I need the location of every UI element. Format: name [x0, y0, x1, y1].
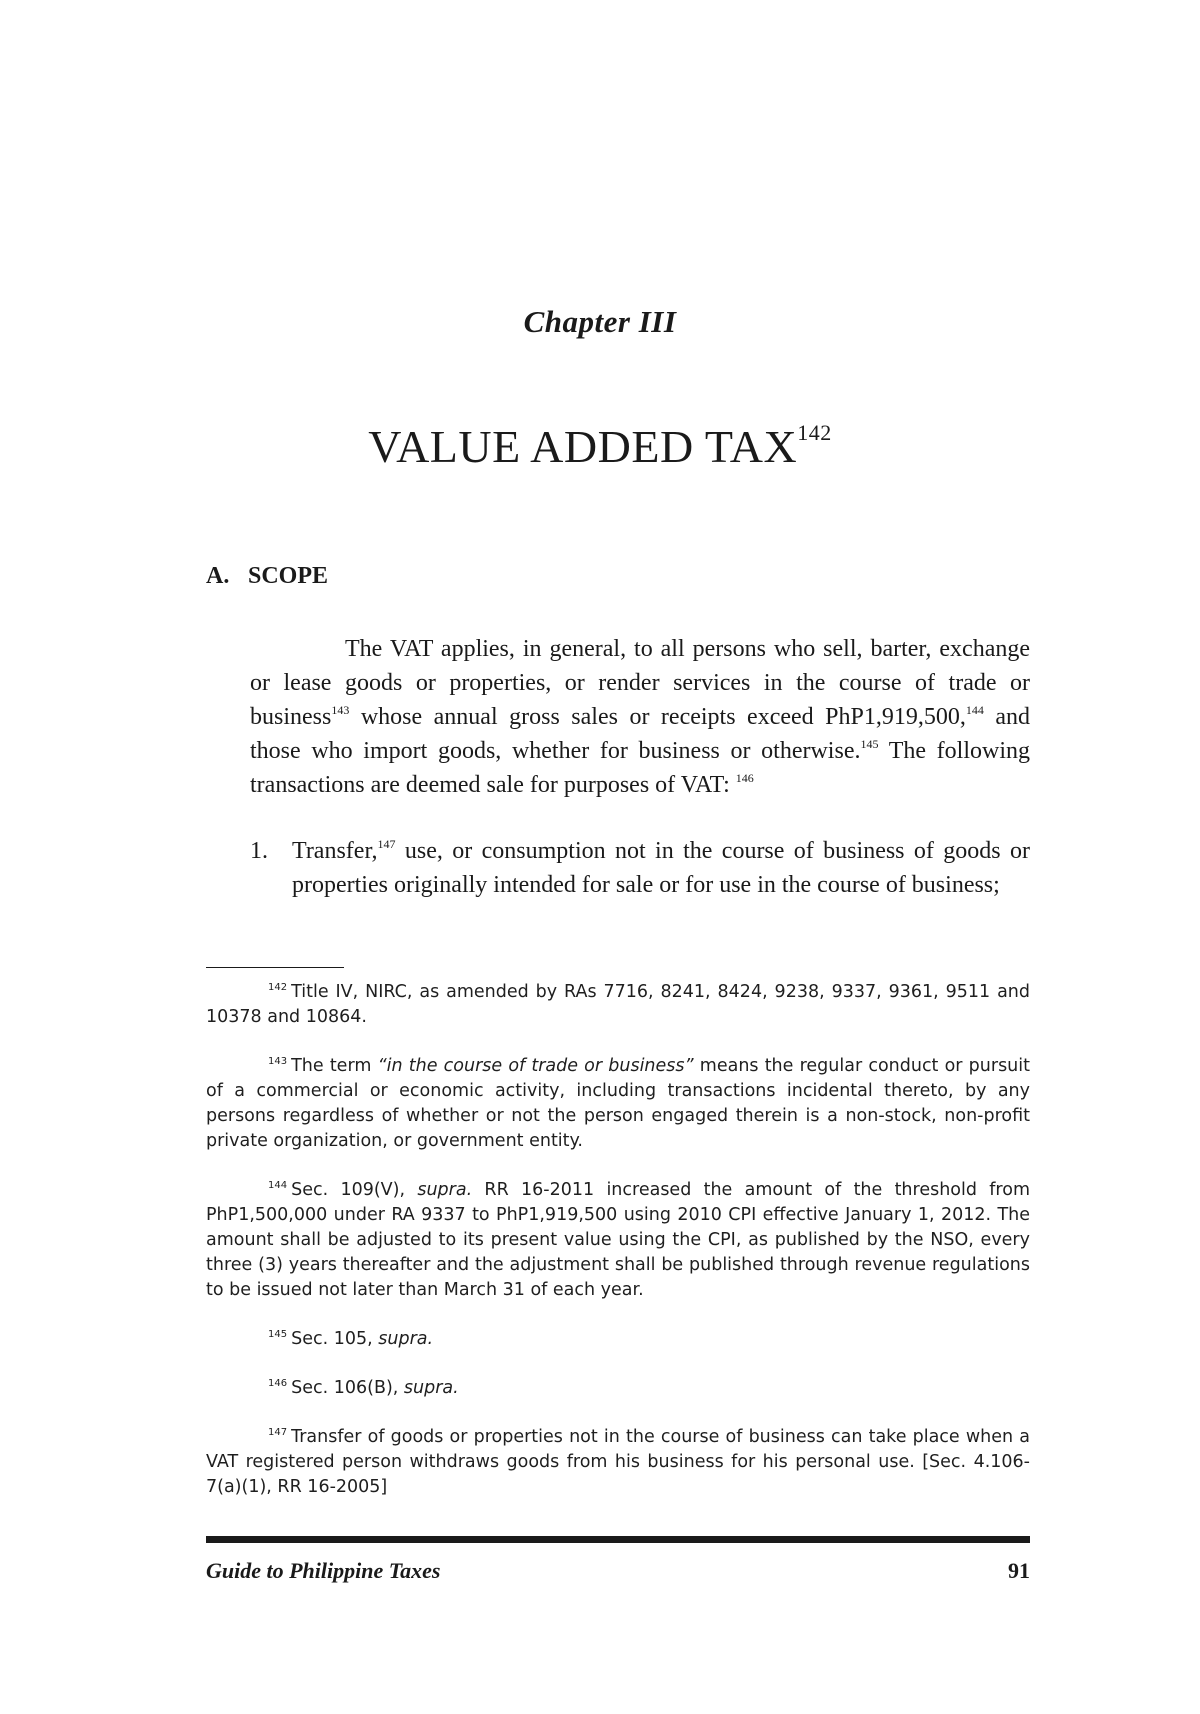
intro-paragraph: [250, 632, 1030, 802]
footnote-143: [206, 1054, 1030, 1154]
footnote-number: 146: [268, 1378, 288, 1389]
footnote-ref-146: 146: [735, 771, 754, 785]
footnote-142: [206, 980, 1030, 1030]
footnote-text: RR 16-2011 increased the amount of the threshold from PhP1,500,000 under RA 9337 to PhP1,919,500 using 2010 CPI effective January 1, 2012. The amount shall be adjusted to its present value using the CPI, as published by the NSO, every three (3) years thereafter and the adjustment shall be published through revenue regulations to be issued not later than March 31 of each year.: [206, 1180, 1031, 1300]
list-item-text: [292, 834, 1030, 902]
section-title: SCOPE: [248, 563, 329, 589]
footnote-italic: supra.: [403, 1378, 459, 1398]
footnote-145: [206, 1327, 1030, 1352]
section-letter: A.: [206, 563, 230, 589]
list-item: [250, 834, 1030, 902]
footnote-number: 143: [268, 1056, 288, 1067]
footnote-italic: supra.: [378, 1329, 434, 1349]
list-text-2: use, or consumption not in the course of business of goods or properties originally intended for sale or for use in the course of business;: [292, 838, 1030, 898]
footnote-ref-147: 147: [377, 837, 396, 851]
footnote-text: Sec. 106(B),: [291, 1378, 404, 1398]
footnote-144: [206, 1178, 1030, 1303]
section-heading: [206, 563, 328, 590]
footnote-146: [206, 1376, 1030, 1401]
footnote-text: means the regular conduct or pursuit of a commercial or economic activity, including transactions incidental thereto, by any persons regardless of whether or not the person engaged therein is a non-stock, non-profit private organization, or government entity.: [206, 1056, 1030, 1151]
footnote-italic: supra.: [417, 1180, 473, 1200]
footnote-number: 142: [268, 982, 288, 993]
footer-book-title: Guide to Philippine Taxes: [206, 1558, 441, 1583]
footnotes: [206, 980, 1030, 1524]
footnote-text: The term: [291, 1056, 378, 1076]
title-footnote-ref: 142: [797, 420, 832, 445]
chapter-label: Chapter III: [523, 304, 677, 339]
footnote-text: Sec. 105,: [291, 1329, 379, 1349]
footnote-number: 145: [268, 1329, 288, 1340]
footnote-147: [206, 1425, 1030, 1500]
footnote-ref-144: 144: [965, 703, 984, 717]
footnote-italic: “in the course of trade or business”: [377, 1056, 694, 1076]
intro-text-3: and those who import goods, whether for business or otherwise.: [250, 704, 1031, 764]
footnote-text: Sec. 109(V),: [291, 1180, 418, 1200]
footnote-text: Transfer of goods or properties not in the course of business can take place when a VAT registered person withdraws goods from his business for his personal use. [Sec. 4.106-7(a)(1), RR 16-2005]: [206, 1427, 1030, 1497]
chapter-title-text: VALUE ADDED TAX: [368, 421, 798, 472]
footer-rule: [206, 1536, 1030, 1543]
intro-text-2: whose annual gross sales or receipts exceed PhP1,919,500,: [349, 704, 966, 730]
footnote-ref-145: 145: [860, 737, 879, 751]
footnote-text: Title IV, NIRC, as amended by RAs 7716, 8241, 8424, 9238, 9337, 9361, 9511 and 10378 and 10864.: [206, 982, 1030, 1027]
footnote-divider: [206, 967, 344, 968]
intro-text-4: The following transactions are deemed sale for purposes of VAT:: [250, 738, 1030, 798]
chapter-title: [0, 420, 1200, 473]
footnote-number: 147: [268, 1427, 288, 1438]
footnote-number: 144: [268, 1180, 288, 1191]
page-number: 91: [1008, 1558, 1030, 1583]
footnote-ref-143: 143: [331, 703, 350, 717]
intro-text-1: The VAT applies, in general, to all persons who sell, barter, exchange or lease goods or properties, or render services in the course of trade or business: [250, 636, 1030, 730]
list-text-1: Transfer,: [292, 838, 378, 864]
list-item-number: 1.: [250, 838, 268, 864]
